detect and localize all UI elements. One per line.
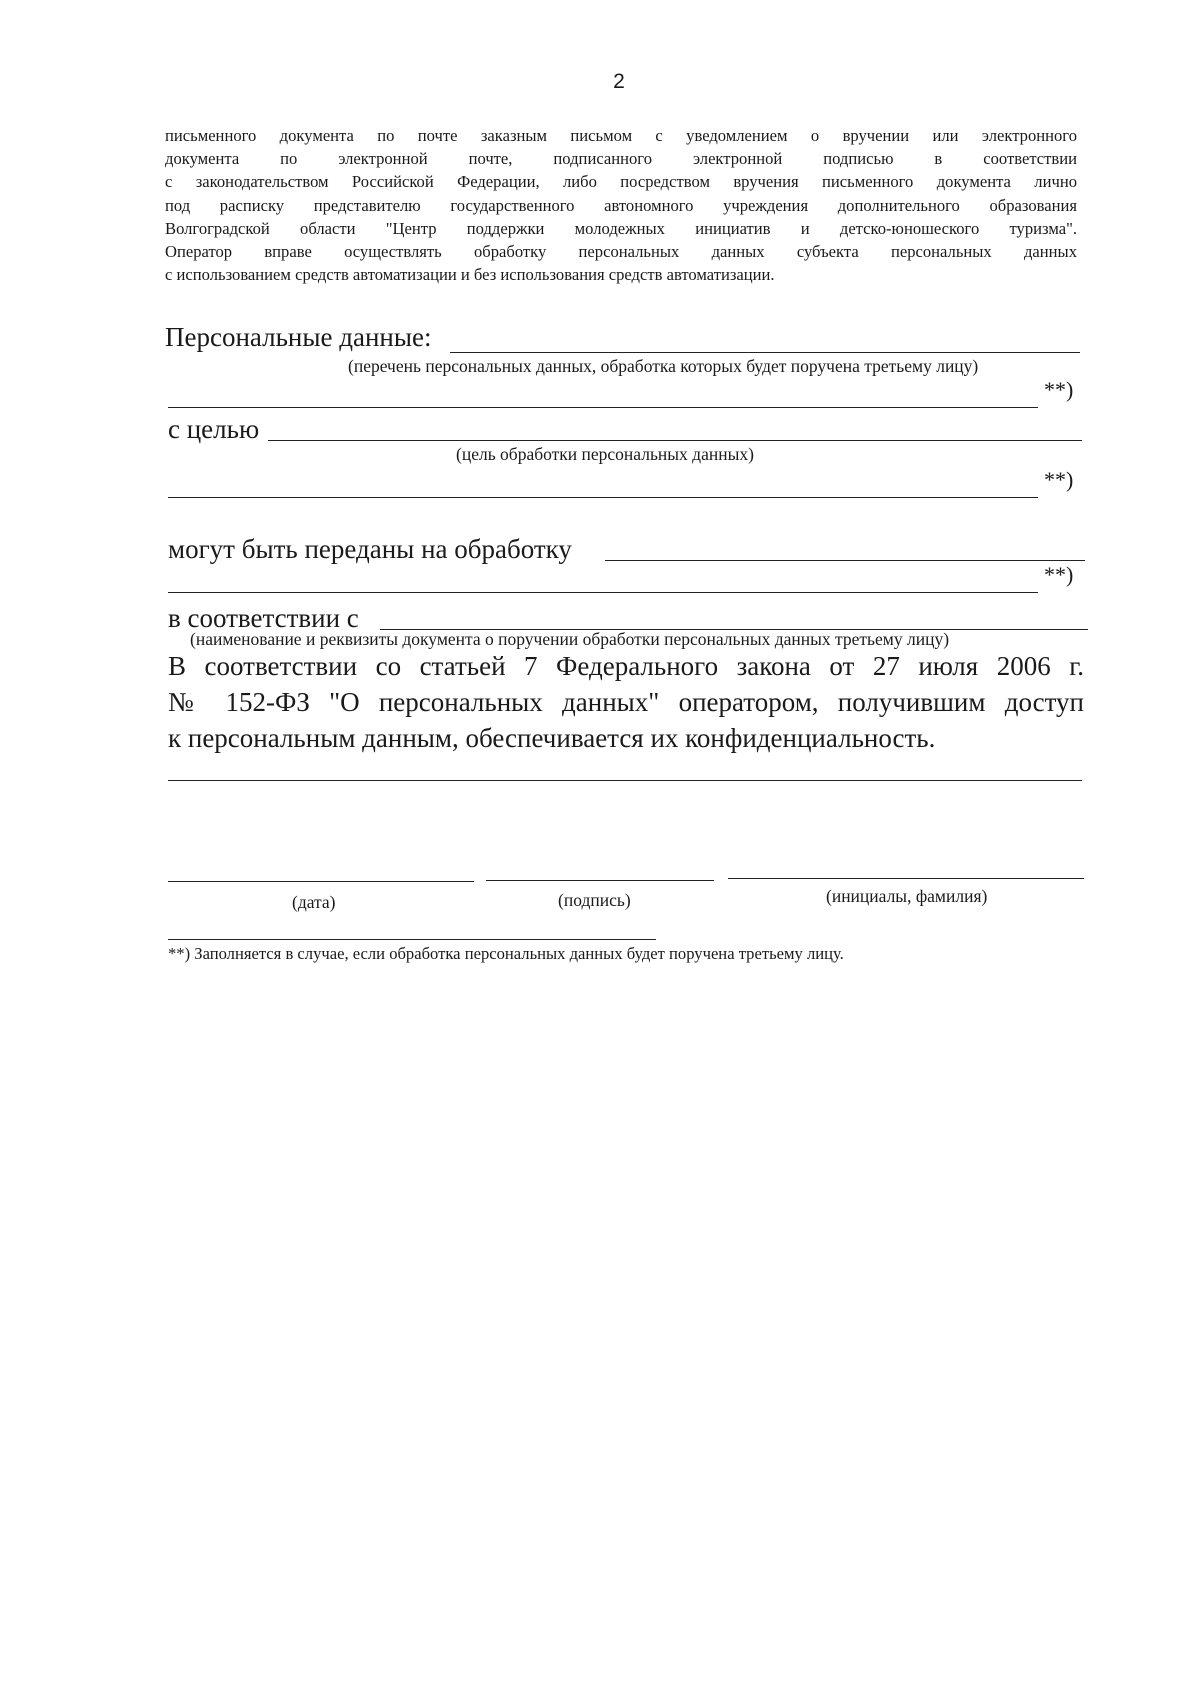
date-label: (дата)	[292, 892, 336, 912]
purpose-hint: (цель обработки персональных данных)	[456, 444, 754, 464]
personal-data-field-line-2[interactable]	[168, 407, 1038, 408]
page-number: 2	[613, 70, 625, 93]
personal-data-stars: **)	[1044, 377, 1074, 402]
accordance-label: в соответствии с	[168, 603, 359, 633]
confidentiality-line: В соответствии со статьей 7 Федерального закона от 27 июля 2006 г.	[168, 651, 1084, 681]
footnote-separator	[168, 939, 656, 940]
personal-data-field-line[interactable]	[450, 352, 1080, 353]
transfer-field-line-2[interactable]	[168, 592, 1038, 593]
confidentiality-field-line[interactable]	[168, 780, 1082, 781]
purpose-stars: **)	[1044, 467, 1074, 492]
signature-field-line[interactable]	[486, 880, 714, 881]
intro-line: с законодательством Российской Федерации, либо посредством вручения письменного документа лично	[165, 172, 1077, 192]
confidentiality-line: № 152-ФЗ "О персональных данных" оператором, получившим доступ	[168, 687, 1084, 717]
transfer-field-line[interactable]	[605, 560, 1085, 561]
purpose-field-line[interactable]	[268, 440, 1082, 441]
intro-line: под расписку представителю государственного автономного учреждения дополнительного образования	[165, 195, 1077, 215]
accordance-hint: (наименование и реквизиты документа о поручении обработки персональных данных третьему лицу)	[190, 629, 950, 649]
intro-paragraph	[165, 124, 1077, 286]
purpose-field-line-2[interactable]	[168, 497, 1038, 498]
intro-line: документа по электронной почте, подписанного электронной подписью в соответствии	[165, 149, 1077, 169]
date-field-line[interactable]	[168, 881, 474, 882]
confidentiality-line: к персональным данным, обеспечивается их конфиденциальность.	[168, 723, 936, 753]
personal-data-hint: (перечень персональных данных, обработка которых будет поручена третьему лицу)	[348, 356, 979, 376]
purpose-label: с целью	[168, 414, 260, 444]
name-field-line[interactable]	[728, 878, 1084, 879]
signature-label: (подпись)	[558, 890, 631, 910]
personal-data-label: Персональные данные:	[165, 322, 432, 352]
footnote-text: **) Заполняется в случае, если обработка персональных данных будет поручена третьему лицу.	[168, 944, 844, 963]
intro-line: Волгоградской области "Центр поддержки молодежных инициатив и детско-юношеского туризма".	[165, 218, 1077, 238]
intro-line: с использованием средств автоматизации и без использования средств автоматизации.	[165, 265, 775, 285]
transfer-stars: **)	[1044, 562, 1074, 587]
transfer-label: могут быть переданы на обработку	[168, 534, 572, 564]
intro-line: Оператор вправе осуществлять обработку персональных данных субъекта персональных данных	[165, 242, 1077, 262]
intro-line: письменного документа по почте заказным письмом с уведомлением о вручении или электронного	[165, 126, 1077, 145]
name-label: (инициалы, фамилия)	[826, 886, 988, 906]
confidentiality-paragraph	[168, 648, 1084, 756]
